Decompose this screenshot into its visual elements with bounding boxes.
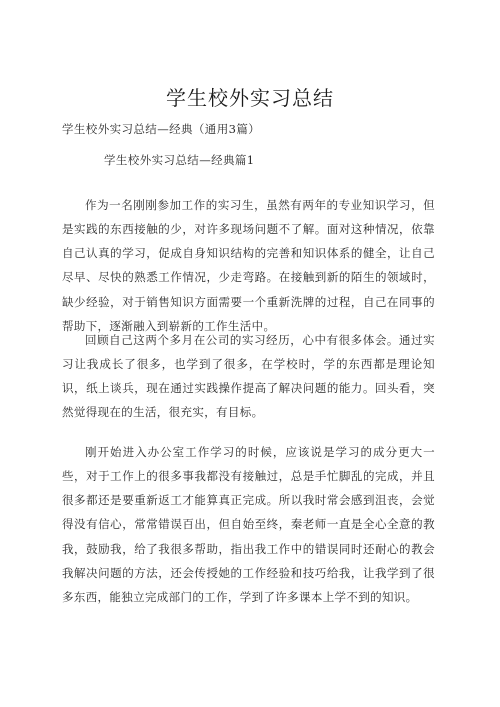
document-subtitle: 学生校外实习总结—经典（通用3篇） xyxy=(62,122,261,136)
section-heading: 学生校外实习总结—经典篇1 xyxy=(104,153,255,167)
paragraph-2: 回顾自己这两个多月在公司的实习经历，心中有很多体会。通过实习让我成长了很多，也学到了很多，在学校时，学的东西都是理论知识，纸上谈兵，现在通过实践操作提高了解决问题的能力。回头看，突然觉得现在的生活，很充实，有目标。 xyxy=(62,332,435,420)
paragraph-3: 刚开始进入办公室工作学习的时候，应该说是学习的成分更大一些，对于工作上的很多事我都没有接触过，总是手忙脚乱的完成，并且很多都还是要重新返工才能算真正完成。所以我时常会感到沮丧，会觉得没有信心，常常错误百出，但自始至终，秦老师一直是全心全意的教我，鼓励我，给了我很多帮助，指出我工作中的错误同时还耐心的教会我解决问题的方法，还会传授她的工作经验和技巧给我，让我学到了很多东西，能独立完成部门的工作，学到了许多课本上学不到的知识。 xyxy=(62,444,435,605)
document-title: 学生校外实习总结 xyxy=(166,86,334,110)
paragraph-1: 作为一名刚刚参加工作的实习生，虽然有两年的专业知识学习，但是实践的东西接触的少，对许多现场问题不了解。面对这种情况，依靠自己认真的学习，促成自身知识结构的完善和知识体系的健全，让自己尽早、尽快的熟悉工作情况，少走弯路。在接触到新的陌生的领域时，缺少经验，对于销售知识方面需要一个重新洗牌的过程，自己在同事的帮助下，逐渐融入到崭新的工作生活中。 xyxy=(62,197,435,333)
